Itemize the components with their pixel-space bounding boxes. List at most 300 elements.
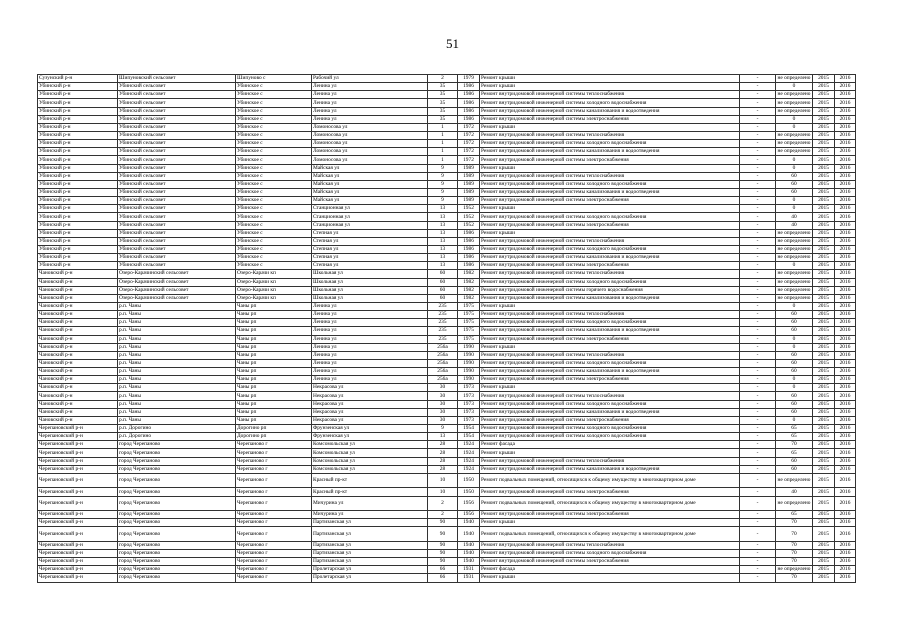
district-cell: Убинский р-н	[38, 156, 118, 164]
municipality-cell: Убинский сельсовет	[118, 99, 236, 107]
dash-cell: -	[740, 392, 776, 400]
wear-cell: не определено	[777, 140, 811, 147]
year-to-cell: 2016	[835, 400, 856, 408]
wear-cell: 60	[776, 180, 813, 188]
table-row	[38, 473, 856, 488]
build-year-cell: 1989	[458, 180, 480, 188]
municipality-cell: Убинский сельсовет	[118, 123, 236, 131]
municipality-cell: Убинский сельсовет	[118, 180, 236, 188]
year-from-cell: 2015	[813, 519, 835, 527]
dash-cell: -	[740, 197, 776, 205]
dash-cell: -	[740, 140, 776, 148]
house-number-cell: 30	[428, 416, 458, 424]
district-cell: Убинский р-н	[38, 148, 118, 156]
locality-cell: Озеро-Карачи кп	[236, 286, 312, 294]
district-cell: Черепановский р-н	[38, 449, 118, 457]
wear-cell: не определено	[777, 99, 811, 106]
year-from-cell: 2015	[813, 213, 835, 221]
locality-cell: Чаны рп	[236, 384, 312, 392]
locality-cell: Убинское с	[236, 197, 312, 205]
street-cell: Степная ул	[312, 245, 428, 253]
district-cell: Черепановский р-н	[38, 511, 118, 519]
street-cell: Фрунзенская ул	[312, 425, 428, 433]
district-cell: Чановский р-н	[38, 368, 118, 376]
dash-cell: -	[740, 180, 776, 188]
work-type-cell: Ремонт внутридомовой инженерной системы теплоснабжения	[480, 91, 740, 99]
work-type-cell: Ремонт внутридомовой инженерной системы электроснабжения	[480, 197, 740, 205]
district-cell: Черепановский р-н	[38, 566, 118, 574]
street-cell: Степная ул	[312, 229, 428, 237]
year-to-cell: 2016	[835, 359, 856, 367]
wear-cell: 65	[776, 433, 813, 441]
table-row	[38, 197, 856, 205]
year-from-cell: 2015	[813, 359, 835, 367]
work-type-cell: Ремонт внутридомовой инженерной системы электроснабжения	[480, 558, 740, 566]
municipality-cell: город Черепаново	[118, 496, 236, 511]
locality-cell: Чаны рп	[236, 376, 312, 384]
street-cell: Некрасова ул	[312, 400, 428, 408]
wear-cell: 0	[776, 164, 813, 172]
street-cell: Комсомольская ул	[312, 449, 428, 457]
year-to-cell: 2016	[835, 566, 856, 574]
table-row	[38, 254, 856, 262]
locality-cell: Черепаново г	[236, 527, 312, 542]
street-cell: Мичурина ул	[312, 511, 428, 519]
work-type-cell: Ремонт крыши	[480, 574, 740, 582]
dash-cell: -	[740, 294, 776, 302]
year-to-cell: 2016	[835, 335, 856, 343]
work-type-cell: Ремонт внутридомовой инженерной системы электроснабжения	[480, 376, 740, 384]
municipality-cell: Озеро-Карачинский сельсовет	[118, 294, 236, 302]
house-number-cell: 13	[428, 237, 458, 245]
year-from-cell: 2015	[813, 566, 835, 574]
dash-cell: -	[740, 549, 776, 557]
work-type-cell: Ремонт подвальных помещений, относящихся к общему имуществу в многоквартирном доме	[480, 527, 740, 542]
dash-cell: -	[740, 213, 776, 221]
table-row	[38, 541, 856, 549]
locality-cell: Убинское с	[236, 205, 312, 213]
dash-cell: -	[740, 519, 776, 527]
locality-cell: Чаны рп	[236, 400, 312, 408]
table-row	[38, 488, 856, 496]
municipality-cell: р.п. Чаны	[118, 408, 236, 416]
year-to-cell: 2016	[835, 197, 856, 205]
table-row	[38, 156, 856, 164]
locality-cell: Черепаново г	[236, 441, 312, 449]
year-from-cell: 2015	[813, 123, 835, 131]
year-to-cell: 2016	[835, 123, 856, 131]
year-from-cell: 2015	[813, 449, 835, 457]
dash-cell: -	[740, 368, 776, 376]
year-to-cell: 2016	[835, 351, 856, 359]
house-number-cell: 90	[428, 519, 458, 527]
year-from-cell: 2015	[813, 164, 835, 172]
district-cell: Убинский р-н	[38, 245, 118, 253]
work-type-cell: Ремонт внутридомовой инженерной системы холодного водоснабжения	[480, 359, 740, 367]
locality-cell: Убинское с	[236, 188, 312, 196]
year-from-cell: 2015	[813, 131, 835, 139]
wear-cell: не определено	[777, 286, 811, 293]
build-year-cell: 1973	[458, 392, 480, 400]
build-year-cell: 1950	[458, 473, 480, 488]
locality-cell: Чаны рп	[236, 392, 312, 400]
wear-cell: 0	[776, 123, 813, 131]
year-to-cell: 2016	[835, 558, 856, 566]
year-to-cell: 2016	[835, 541, 856, 549]
street-cell: Школьная ул	[312, 294, 428, 302]
table-row	[38, 188, 856, 196]
wear-cell: не определено	[777, 294, 811, 301]
work-type-cell: Ремонт внутридомовой инженерной системы электроснабжения	[480, 262, 740, 270]
year-to-cell: 2016	[835, 131, 856, 139]
work-type-cell: Ремонт крыши	[480, 519, 740, 527]
work-type-cell: Ремонт внутридомовой инженерной системы теплоснабжения	[480, 351, 740, 359]
house-number-cell: 1	[428, 123, 458, 131]
year-to-cell: 2016	[835, 99, 856, 107]
table-row	[38, 457, 856, 465]
street-cell: Ломоносова ул	[312, 140, 428, 148]
locality-cell: Убинское с	[236, 91, 312, 99]
street-cell: Некрасова ул	[312, 392, 428, 400]
build-year-cell: 1973	[458, 408, 480, 416]
work-type-cell: Ремонт внутридомовой инженерной системы холодного водоснабжения	[480, 140, 740, 148]
dash-cell: -	[740, 496, 776, 511]
locality-cell: Дорогино рп	[236, 425, 312, 433]
district-cell: Чановский р-н	[38, 302, 118, 310]
year-from-cell: 2015	[813, 351, 835, 359]
dash-cell: -	[740, 384, 776, 392]
house-number-cell: 90	[428, 558, 458, 566]
house-number-cell: 235	[428, 302, 458, 310]
street-cell: Ленина ул	[312, 83, 428, 91]
municipality-cell: р.п. Чаны	[118, 302, 236, 310]
locality-cell: Убинское с	[236, 172, 312, 180]
locality-cell: Чаны рп	[236, 351, 312, 359]
year-to-cell: 2016	[835, 527, 856, 542]
year-from-cell: 2015	[813, 188, 835, 196]
dash-cell: -	[740, 245, 776, 253]
municipality-cell: Убинский сельсовет	[118, 172, 236, 180]
house-number-cell: 9	[428, 425, 458, 433]
year-to-cell: 2016	[835, 172, 856, 180]
year-to-cell: 2016	[835, 302, 856, 310]
dash-cell: -	[740, 488, 776, 496]
build-year-cell: 1986	[458, 262, 480, 270]
table-row	[38, 99, 856, 107]
table-row	[38, 213, 856, 221]
work-type-cell: Ремонт внутридомовой инженерной системы электроснабжения	[480, 511, 740, 519]
wear-cell: 0	[776, 416, 813, 424]
dash-cell: -	[740, 511, 776, 519]
work-type-cell: Ремонт крыши	[480, 83, 740, 91]
street-cell: Ленина ул	[312, 335, 428, 343]
work-type-cell: Ремонт внутридомовой инженерной системы канализования и водоотведения	[480, 368, 740, 376]
wear-cell: 70	[776, 441, 813, 449]
wear-cell: 60	[776, 368, 813, 376]
dash-cell: -	[740, 359, 776, 367]
year-from-cell: 2015	[813, 156, 835, 164]
year-from-cell: 2015	[813, 75, 835, 83]
district-cell: Убинский р-н	[38, 262, 118, 270]
street-cell: Майская ул	[312, 188, 428, 196]
wear-cell: 0	[776, 376, 813, 384]
wear-cell: не определено	[777, 246, 811, 253]
house-number-cell: 10	[428, 473, 458, 488]
year-from-cell: 2015	[813, 115, 835, 123]
table-row	[38, 164, 856, 172]
year-from-cell: 2015	[813, 180, 835, 188]
street-cell: Школьная ул	[312, 286, 428, 294]
wear-cell: 60	[776, 400, 813, 408]
year-from-cell: 2015	[813, 319, 835, 327]
year-from-cell: 2015	[813, 99, 835, 107]
build-year-cell: 1986	[458, 91, 480, 99]
year-to-cell: 2016	[835, 384, 856, 392]
table-row	[38, 343, 856, 351]
year-from-cell: 2015	[813, 262, 835, 270]
municipality-cell: Убинский сельсовет	[118, 245, 236, 253]
year-from-cell: 2015	[813, 400, 835, 408]
build-year-cell: 1972	[458, 131, 480, 139]
table-row	[38, 441, 856, 449]
work-type-cell: Ремонт внутридомовой инженерной системы горячего водоснабжения	[480, 286, 740, 294]
table-row	[38, 131, 856, 139]
table-row	[38, 549, 856, 557]
municipality-cell: р.п. Чаны	[118, 368, 236, 376]
dash-cell: -	[740, 574, 776, 582]
year-from-cell: 2015	[813, 425, 835, 433]
table-row	[38, 400, 856, 408]
work-type-cell: Ремонт внутридомовой инженерной системы холодного водоснабжения	[480, 433, 740, 441]
year-to-cell: 2016	[835, 549, 856, 557]
municipality-cell: Убинский сельсовет	[118, 254, 236, 262]
wear-cell: 60	[776, 172, 813, 180]
dash-cell: -	[740, 205, 776, 213]
house-number-cell: 35	[428, 83, 458, 91]
wear-cell: не определено	[777, 107, 811, 114]
municipality-cell: Убинский сельсовет	[118, 205, 236, 213]
district-cell: Черепановский р-н	[38, 433, 118, 441]
table-row	[38, 384, 856, 392]
build-year-cell: 1989	[458, 172, 480, 180]
district-cell: Чановский р-н	[38, 416, 118, 424]
table-row	[38, 91, 856, 99]
year-to-cell: 2016	[835, 213, 856, 221]
district-cell: Убинский р-н	[38, 107, 118, 115]
wear-cell: 40	[776, 488, 813, 496]
locality-cell: Озеро-Карачи кп	[236, 278, 312, 286]
street-cell: Ленина ул	[312, 99, 428, 107]
house-number-cell: 1	[428, 148, 458, 156]
locality-cell: Черепаново г	[236, 449, 312, 457]
year-from-cell: 2015	[813, 416, 835, 424]
house-number-cell: 30	[428, 384, 458, 392]
build-year-cell: 1924	[458, 457, 480, 465]
dash-cell: -	[740, 123, 776, 131]
locality-cell: Дорогино рп	[236, 433, 312, 441]
wear-cell: не определено	[776, 496, 813, 511]
wear-cell: 0	[776, 197, 813, 205]
district-cell: Чановский р-н	[38, 278, 118, 286]
district-cell: Черепановский р-н	[38, 558, 118, 566]
table-row	[38, 433, 856, 441]
wear-cell: 0	[776, 384, 813, 392]
year-from-cell: 2015	[813, 302, 835, 310]
locality-cell: Убинское с	[236, 254, 312, 262]
district-cell: Убинский р-н	[38, 140, 118, 148]
build-year-cell: 1986	[458, 237, 480, 245]
table-row	[38, 123, 856, 131]
street-cell: Партизанская ул	[312, 549, 428, 557]
build-year-cell: 1972	[458, 140, 480, 148]
locality-cell: Чаны рп	[236, 368, 312, 376]
street-cell: Ленина ул	[312, 319, 428, 327]
year-to-cell: 2016	[835, 449, 856, 457]
build-year-cell: 1982	[458, 294, 480, 302]
year-to-cell: 2016	[835, 574, 856, 582]
district-cell: Убинский р-н	[38, 237, 118, 245]
district-cell: Черепановский р-н	[38, 473, 118, 488]
district-cell: Чановский р-н	[38, 376, 118, 384]
street-cell: Ломоносова ул	[312, 131, 428, 139]
table-row	[38, 449, 856, 457]
municipality-cell: Убинский сельсовет	[118, 148, 236, 156]
house-number-cell: 66	[428, 574, 458, 582]
dash-cell: -	[740, 83, 776, 91]
district-cell: Чановский р-н	[38, 351, 118, 359]
work-type-cell: Ремонт внутридомовой инженерной системы теплоснабжения	[480, 237, 740, 245]
wear-cell: 70	[776, 541, 813, 549]
house-number-cell: 13	[428, 229, 458, 237]
district-cell: Убинский р-н	[38, 197, 118, 205]
municipality-cell: р.п. Чаны	[118, 416, 236, 424]
work-type-cell: Ремонт внутридомовой инженерной системы холодного водоснабжения	[480, 278, 740, 286]
district-cell: Убинский р-н	[38, 131, 118, 139]
locality-cell: Озеро-Карачи кп	[236, 270, 312, 278]
year-from-cell: 2015	[813, 541, 835, 549]
house-number-cell: 1	[428, 140, 458, 148]
work-type-cell: Ремонт внутридомовой инженерной системы канализования и водоотведения	[480, 327, 740, 335]
year-from-cell: 2015	[813, 465, 835, 473]
locality-cell: Черепаново г	[236, 496, 312, 511]
locality-cell: Черепаново г	[236, 511, 312, 519]
year-from-cell: 2015	[813, 278, 835, 286]
table-row	[38, 368, 856, 376]
house-number-cell: 28	[428, 449, 458, 457]
wear-cell: 0	[776, 83, 813, 91]
municipality-cell: город Черепаново	[118, 566, 236, 574]
locality-cell: Чаны рп	[236, 319, 312, 327]
work-type-cell: Ремонт фасада	[480, 441, 740, 449]
wear-cell: не определено	[777, 237, 811, 244]
dash-cell: -	[740, 229, 776, 237]
table-row	[38, 319, 856, 327]
year-to-cell: 2016	[835, 294, 856, 302]
build-year-cell: 1979	[458, 75, 480, 83]
year-to-cell: 2016	[835, 107, 856, 115]
work-type-cell: Ремонт внутридомовой инженерной системы теплоснабжения	[480, 457, 740, 465]
dash-cell: -	[740, 270, 776, 278]
work-type-cell: Ремонт внутридомовой инженерной системы теплоснабжения	[480, 541, 740, 549]
work-type-cell: Ремонт внутридомовой инженерной системы электроснабжения	[480, 156, 740, 164]
district-cell: Чановский р-н	[38, 311, 118, 319]
year-to-cell: 2016	[835, 327, 856, 335]
work-type-cell: Ремонт внутридомовой инженерной системы канализования и водоотведения	[480, 294, 740, 302]
wear-cell: не определено	[777, 132, 811, 139]
year-from-cell: 2015	[813, 172, 835, 180]
wear-cell: 65	[776, 425, 813, 433]
dash-cell: -	[740, 425, 776, 433]
municipality-cell: город Черепаново	[118, 488, 236, 496]
year-to-cell: 2016	[835, 441, 856, 449]
build-year-cell: 1990	[458, 376, 480, 384]
house-number-cell: 13	[428, 213, 458, 221]
build-year-cell: 1972	[458, 156, 480, 164]
build-year-cell: 1973	[458, 416, 480, 424]
municipality-cell: Убинский сельсовет	[118, 156, 236, 164]
district-cell: Убинский р-н	[38, 254, 118, 262]
build-year-cell: 1952	[458, 205, 480, 213]
street-cell: Ленина ул	[312, 368, 428, 376]
house-number-cell: 9	[428, 172, 458, 180]
wear-cell: 40	[776, 221, 813, 229]
locality-cell: Убинское с	[236, 131, 312, 139]
wear-cell: не определено	[777, 229, 811, 236]
district-cell: Черепановский р-н	[38, 425, 118, 433]
municipality-cell: город Черепаново	[118, 457, 236, 465]
district-cell: Чановский р-н	[38, 343, 118, 351]
build-year-cell: 1975	[458, 302, 480, 310]
build-year-cell: 1986	[458, 107, 480, 115]
district-cell: Чановский р-н	[38, 319, 118, 327]
build-year-cell: 1940	[458, 519, 480, 527]
table-row	[38, 335, 856, 343]
year-from-cell: 2015	[813, 270, 835, 278]
street-cell: Станционная ул	[312, 221, 428, 229]
year-from-cell: 2015	[813, 229, 835, 237]
wear-cell: 60	[776, 457, 813, 465]
district-cell: Убинский р-н	[38, 213, 118, 221]
dash-cell: -	[740, 558, 776, 566]
municipality-cell: Убинский сельсовет	[118, 197, 236, 205]
locality-cell: Шипуново с	[236, 75, 312, 83]
table-row	[38, 311, 856, 319]
house-number-cell: 256а	[428, 376, 458, 384]
year-from-cell: 2015	[813, 311, 835, 319]
municipality-cell: р.п. Чаны	[118, 359, 236, 367]
table-row	[38, 278, 856, 286]
work-type-cell: Ремонт внутридомовой инженерной системы канализования и водоотведения	[480, 148, 740, 156]
year-to-cell: 2016	[835, 75, 856, 83]
table-row	[38, 465, 856, 473]
locality-cell: Убинское с	[236, 156, 312, 164]
year-to-cell: 2016	[835, 164, 856, 172]
year-from-cell: 2015	[813, 511, 835, 519]
wear-cell: 0	[776, 262, 813, 270]
build-year-cell: 1989	[458, 188, 480, 196]
locality-cell: Убинское с	[236, 213, 312, 221]
table-row	[38, 286, 856, 294]
dash-cell: -	[740, 91, 776, 99]
district-cell: Чановский р-н	[38, 335, 118, 343]
wear-cell: не определено	[776, 473, 813, 488]
district-cell: Убинский р-н	[38, 180, 118, 188]
capital-repair-table	[37, 74, 856, 583]
year-from-cell: 2015	[813, 343, 835, 351]
table-row	[38, 107, 856, 115]
house-number-cell: 13	[428, 262, 458, 270]
dash-cell: -	[740, 115, 776, 123]
